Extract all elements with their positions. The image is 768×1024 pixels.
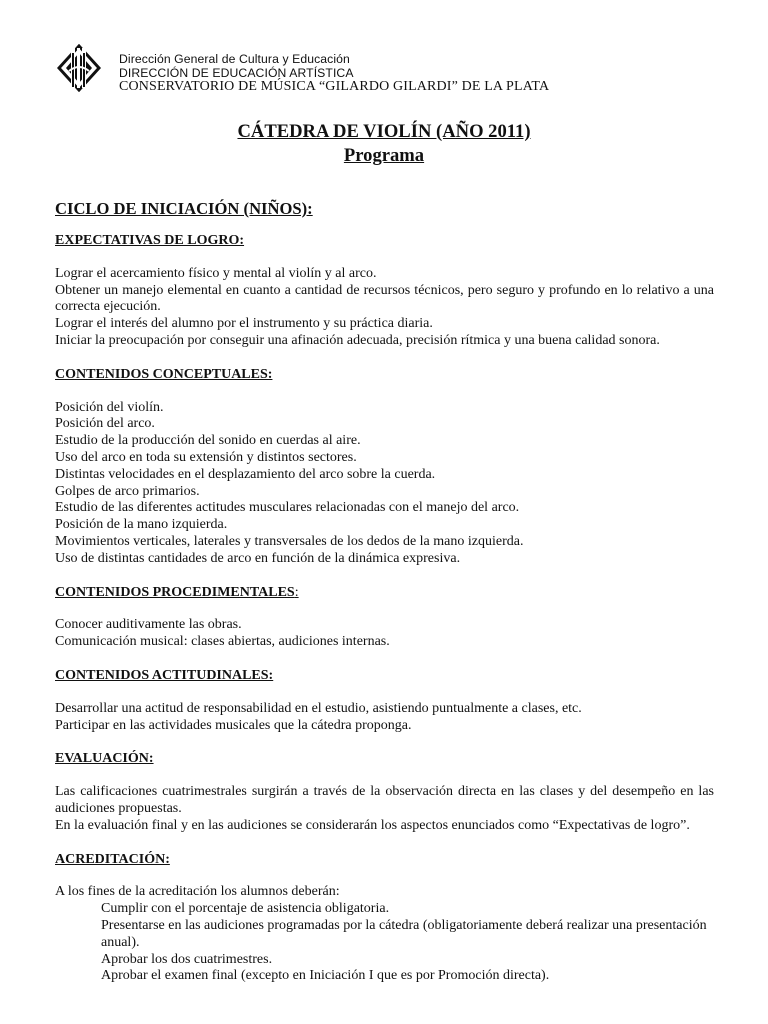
actitudinales-heading: CONTENIDOS ACTITUDINALES:	[55, 667, 274, 683]
procedimentales-item: Comunicación musical: clases abiertas, audiciones internas.	[55, 634, 390, 650]
acreditacion-item: Presentarse en las audiciones programadas por la cátedra (obligatoriamente deberá realizar una presentación anual).	[101, 917, 707, 950]
expectativas-paragraph: Lograr el acercamiento físico y mental al violín y al arco.	[55, 265, 377, 281]
evaluacion-paragraph: En la evaluación final y en las audiciones se considerarán los aspectos enunciados como “Expectativas de logro”.	[55, 817, 690, 833]
document-subtitle: Programa	[343, 145, 425, 166]
expectativas-paragraph: Iniciar la preocupación por conseguir una afinación adecuada, precisión rítmica y una buena calidad sonora.	[55, 332, 660, 348]
acreditacion-item: Aprobar los dos cuatrimestres.	[101, 951, 273, 967]
procedimentales-heading-colon: :	[294, 584, 299, 600]
expectativas-heading: EXPECTATIVAS DE LOGRO:	[55, 233, 245, 248]
conceptuales-item: Posición del arco.	[55, 416, 155, 432]
acreditacion-heading: ACREDITACIÓN:	[55, 851, 170, 867]
conceptuales-item: Estudio de la producción del sonido en cuerdas al aire.	[55, 433, 361, 449]
procedimentales-item: Conocer auditivamente las obras.	[55, 617, 242, 633]
conceptuales-heading: CONTENIDOS CONCEPTUALES:	[55, 366, 273, 382]
header-direction-line: DIRECCIÓN DE EDUCACIÓN ARTÍSTICA	[119, 66, 354, 80]
header-institution-line: Dirección General de Cultura y Educación	[119, 52, 350, 66]
acreditacion-intro: A los fines de la acreditación los alumnos deberán:	[55, 884, 340, 900]
procedimentales-heading-text: CONTENIDOS PROCEDIMENTALES	[55, 584, 295, 600]
conceptuales-item: Uso del arco en toda su extensión y distintos sectores.	[55, 449, 357, 465]
conceptuales-item: Movimientos verticales, laterales y transversales de los dedos de la mano izquierda.	[55, 533, 524, 549]
expectativas-paragraph: Lograr el interés del alumno por el instrumento y su práctica diaria.	[55, 316, 433, 332]
acreditacion-item: Cumplir con el porcentaje de asistencia obligatoria.	[101, 901, 390, 917]
conceptuales-item: Uso de distintas cantidades de arco en función de la dinámica expresiva.	[55, 550, 461, 566]
document-title: CÁTEDRA DE VIOLÍN (AÑO 2011)	[237, 121, 531, 142]
actitudinales-item: Desarrollar una actitud de responsabilidad en el estudio, asistiendo puntualmente a clases, etc.	[55, 700, 582, 716]
conceptuales-item: Posición del violín.	[55, 399, 164, 415]
header-conservatory-line: CONSERVATORIO DE MÚSICA “GILARDO GILARDI” DE LA PLATA	[119, 79, 550, 94]
procedimentales-heading	[55, 585, 714, 602]
evaluacion-paragraph: Las calificaciones cuatrimestrales surgirán a través de la observación directa en las clases y del desempeño en las audiciones propuestas.	[55, 784, 714, 816]
institution-logo-icon	[57, 44, 101, 92]
expectativas-paragraph: Obtener un manejo elemental en cuanto a cantidad de recursos técnicos, pero seguro y profundo en lo relativo a una correcta ejecución.	[55, 282, 714, 315]
conceptuales-item: Estudio de las diferentes actitudes musculares relacionadas con el manejo del arco.	[55, 500, 520, 516]
conceptuales-item: Golpes de arco primarios.	[55, 483, 200, 499]
document-body	[55, 233, 714, 985]
acreditacion-item: Aprobar el examen final (excepto en Iniciación I que es por Promoción directa).	[101, 968, 550, 984]
conceptuales-item: Distintas velocidades en el desplazamiento del arco sobre la cuerda.	[55, 466, 436, 482]
evaluacion-heading: EVALUACIÓN:	[55, 751, 154, 767]
actitudinales-item: Participar en las actividades musicales que la cátedra proponga.	[55, 717, 412, 733]
conceptuales-item: Posición de la mano izquierda.	[55, 517, 228, 533]
cycle-heading: CICLO DE INICIACIÓN (NIÑOS):	[55, 199, 313, 218]
